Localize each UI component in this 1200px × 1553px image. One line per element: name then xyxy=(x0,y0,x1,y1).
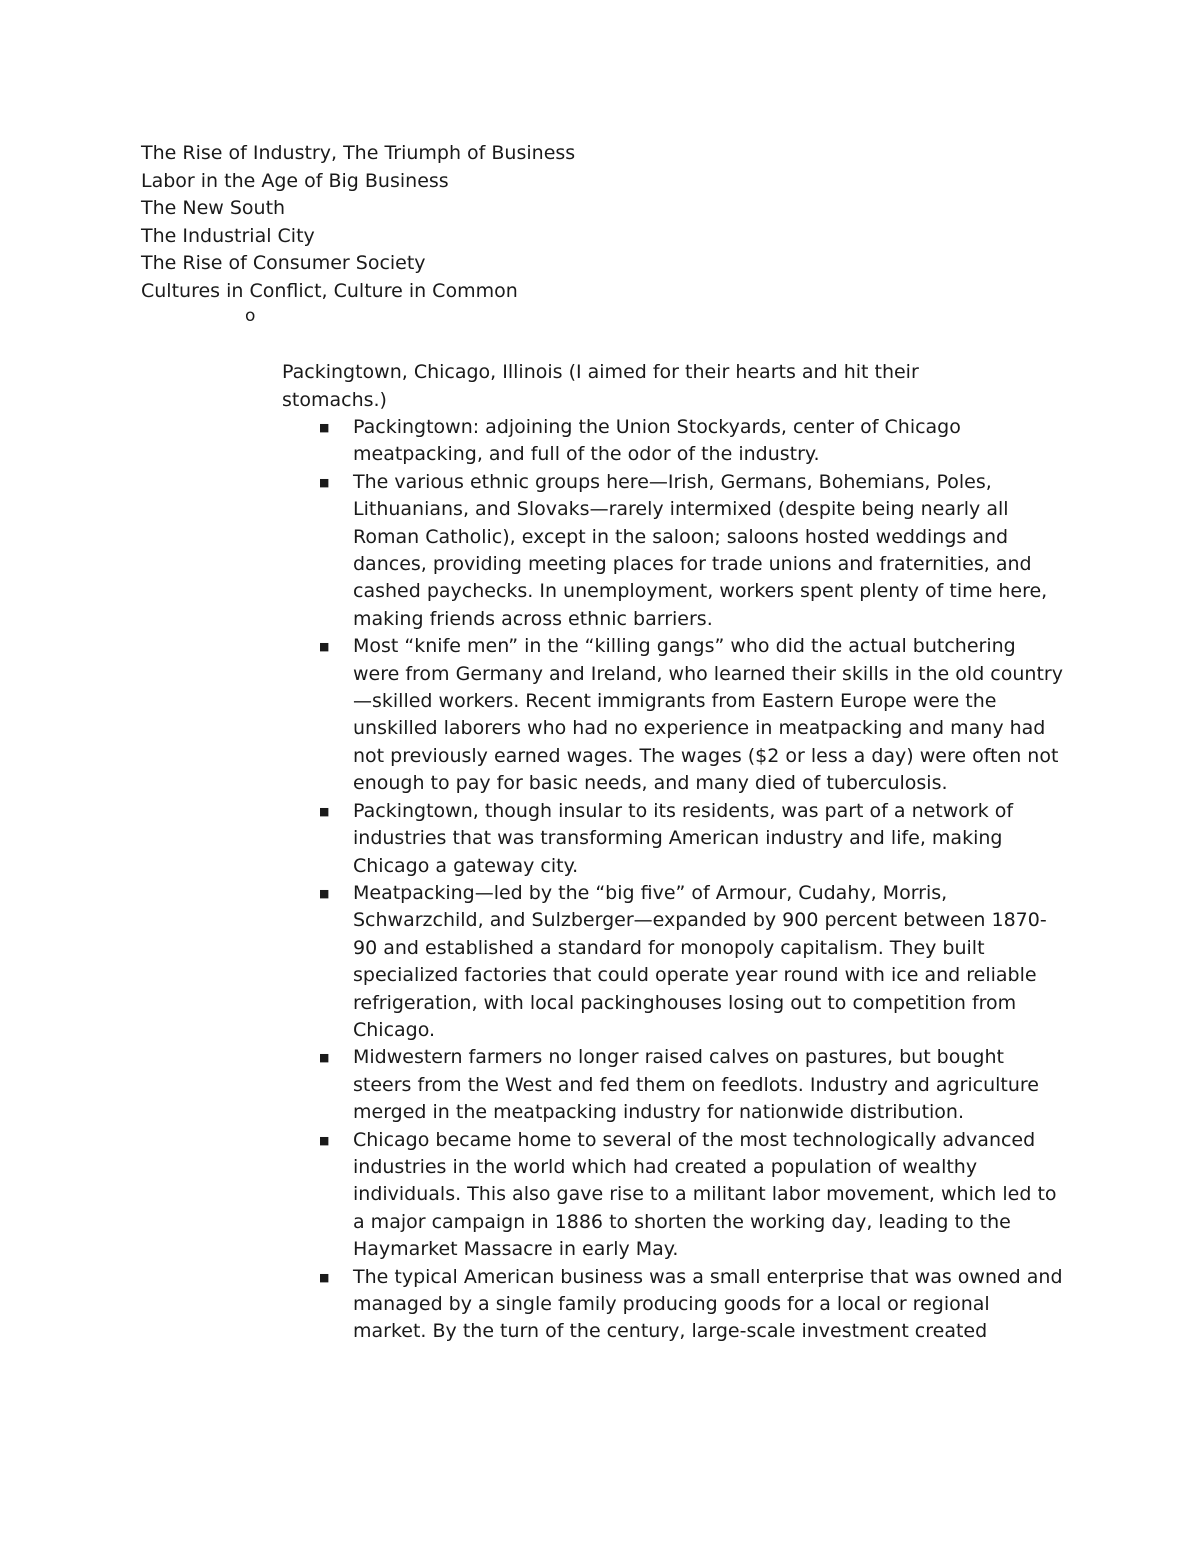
note-text: Packingtown, though insular to its residents, was part of a network of industries that was transforming American industry and life, making Chicago a gateway city. xyxy=(353,799,1014,877)
note-text: The various ethnic groups here—Irish, Germans, Bohemians, Poles, Lithuanians, and Slovaks—rarely intermixed (despite being nearly all Roman Catholic), except in the saloon; saloons hosted weddings and dances, providing meeting places for trade unions and fraternities, and cashed paychecks. In unemployment, workers spent plenty of time here, making friends across ethnic barriers. xyxy=(353,470,1048,630)
chapter-heading: Labor in the Age of Big Business xyxy=(141,169,449,192)
note-text: Meatpacking—led by the “big five” of Armour, Cudahy, Morris, Schwarzchild, and Sulzberger—expanded by 900 percent between 1870-90 and established a standard for monopoly capitalism. They built specialized factories that could operate year round with ice and reliable refrigeration, with local packinghouses losing out to competition from Chicago. xyxy=(353,881,1047,1041)
note-text: Most “knife men” in the “killing gangs” who did the actual butchering were from Germany and Ireland, who learned their skills in the old country—skilled workers. Recent immigrants from Eastern Europe were the unskilled laborers who had no experience in meatpacking and many had not previously earned wages. The wages ($2 or less a day) were often not enough to pay for basic needs, and many died of tuberculosis. xyxy=(353,635,1063,795)
chapter-heading: The Industrial City xyxy=(141,224,315,247)
square-bullet-icon: ■ xyxy=(319,640,330,654)
notes-list xyxy=(282,414,1082,1346)
note-item xyxy=(282,1264,1063,1346)
section-title: Packingtown, Chicago, Illinois (I aimed for their hearts and hit their stomachs.) xyxy=(282,361,919,411)
note-text: The typical American business was a small enterprise that was owned and managed by a single family producing goods for a local or regional market. By the turn of the century, large-scale investment created xyxy=(353,1265,1063,1343)
notes-section xyxy=(282,359,1082,1346)
square-bullet-icon: ■ xyxy=(319,1133,330,1147)
note-text: Chicago became home to several of the most technologically advanced industries in the world which had created a population of wealthy individuals. This also gave rise to a militant labor movement, which led to a major campaign in 1886 to shorten the working day, leading to the Haymarket Massacre in early May. xyxy=(353,1128,1057,1261)
chapter-headings xyxy=(141,140,575,305)
chapter-heading: The Rise of Industry, The Triumph of Business xyxy=(141,142,576,164)
hollow-circle-bullet: o xyxy=(245,306,256,326)
chapter-heading: The Rise of Consumer Society xyxy=(141,252,426,274)
note-item xyxy=(282,1127,1063,1264)
note-item xyxy=(282,633,1063,797)
chapter-heading: The New South xyxy=(141,197,286,219)
note-item xyxy=(282,880,1063,1044)
square-bullet-icon: ■ xyxy=(319,1051,330,1065)
chapter-heading: Cultures in Conflict, Culture in Common xyxy=(141,279,518,302)
square-bullet-icon: ■ xyxy=(319,475,330,489)
note-item xyxy=(282,798,1063,880)
note-text: Packingtown: adjoining the Union Stockyards, center of Chicago meatpacking, and full of the odor of the industry. xyxy=(353,416,961,466)
square-bullet-icon: ■ xyxy=(319,1270,330,1284)
note-item xyxy=(282,469,1063,633)
square-bullet-icon: ■ xyxy=(319,421,330,434)
note-item xyxy=(282,414,1063,469)
square-bullet-icon: ■ xyxy=(319,804,330,818)
note-text: Midwestern farmers no longer raised calves on pastures, but bought steers from the West and fed them on feedlots. Industry and agriculture merged in the meatpacking industry for nationwide distribution. xyxy=(353,1046,1039,1124)
square-bullet-icon: ■ xyxy=(319,886,330,900)
note-item xyxy=(282,1044,1063,1126)
